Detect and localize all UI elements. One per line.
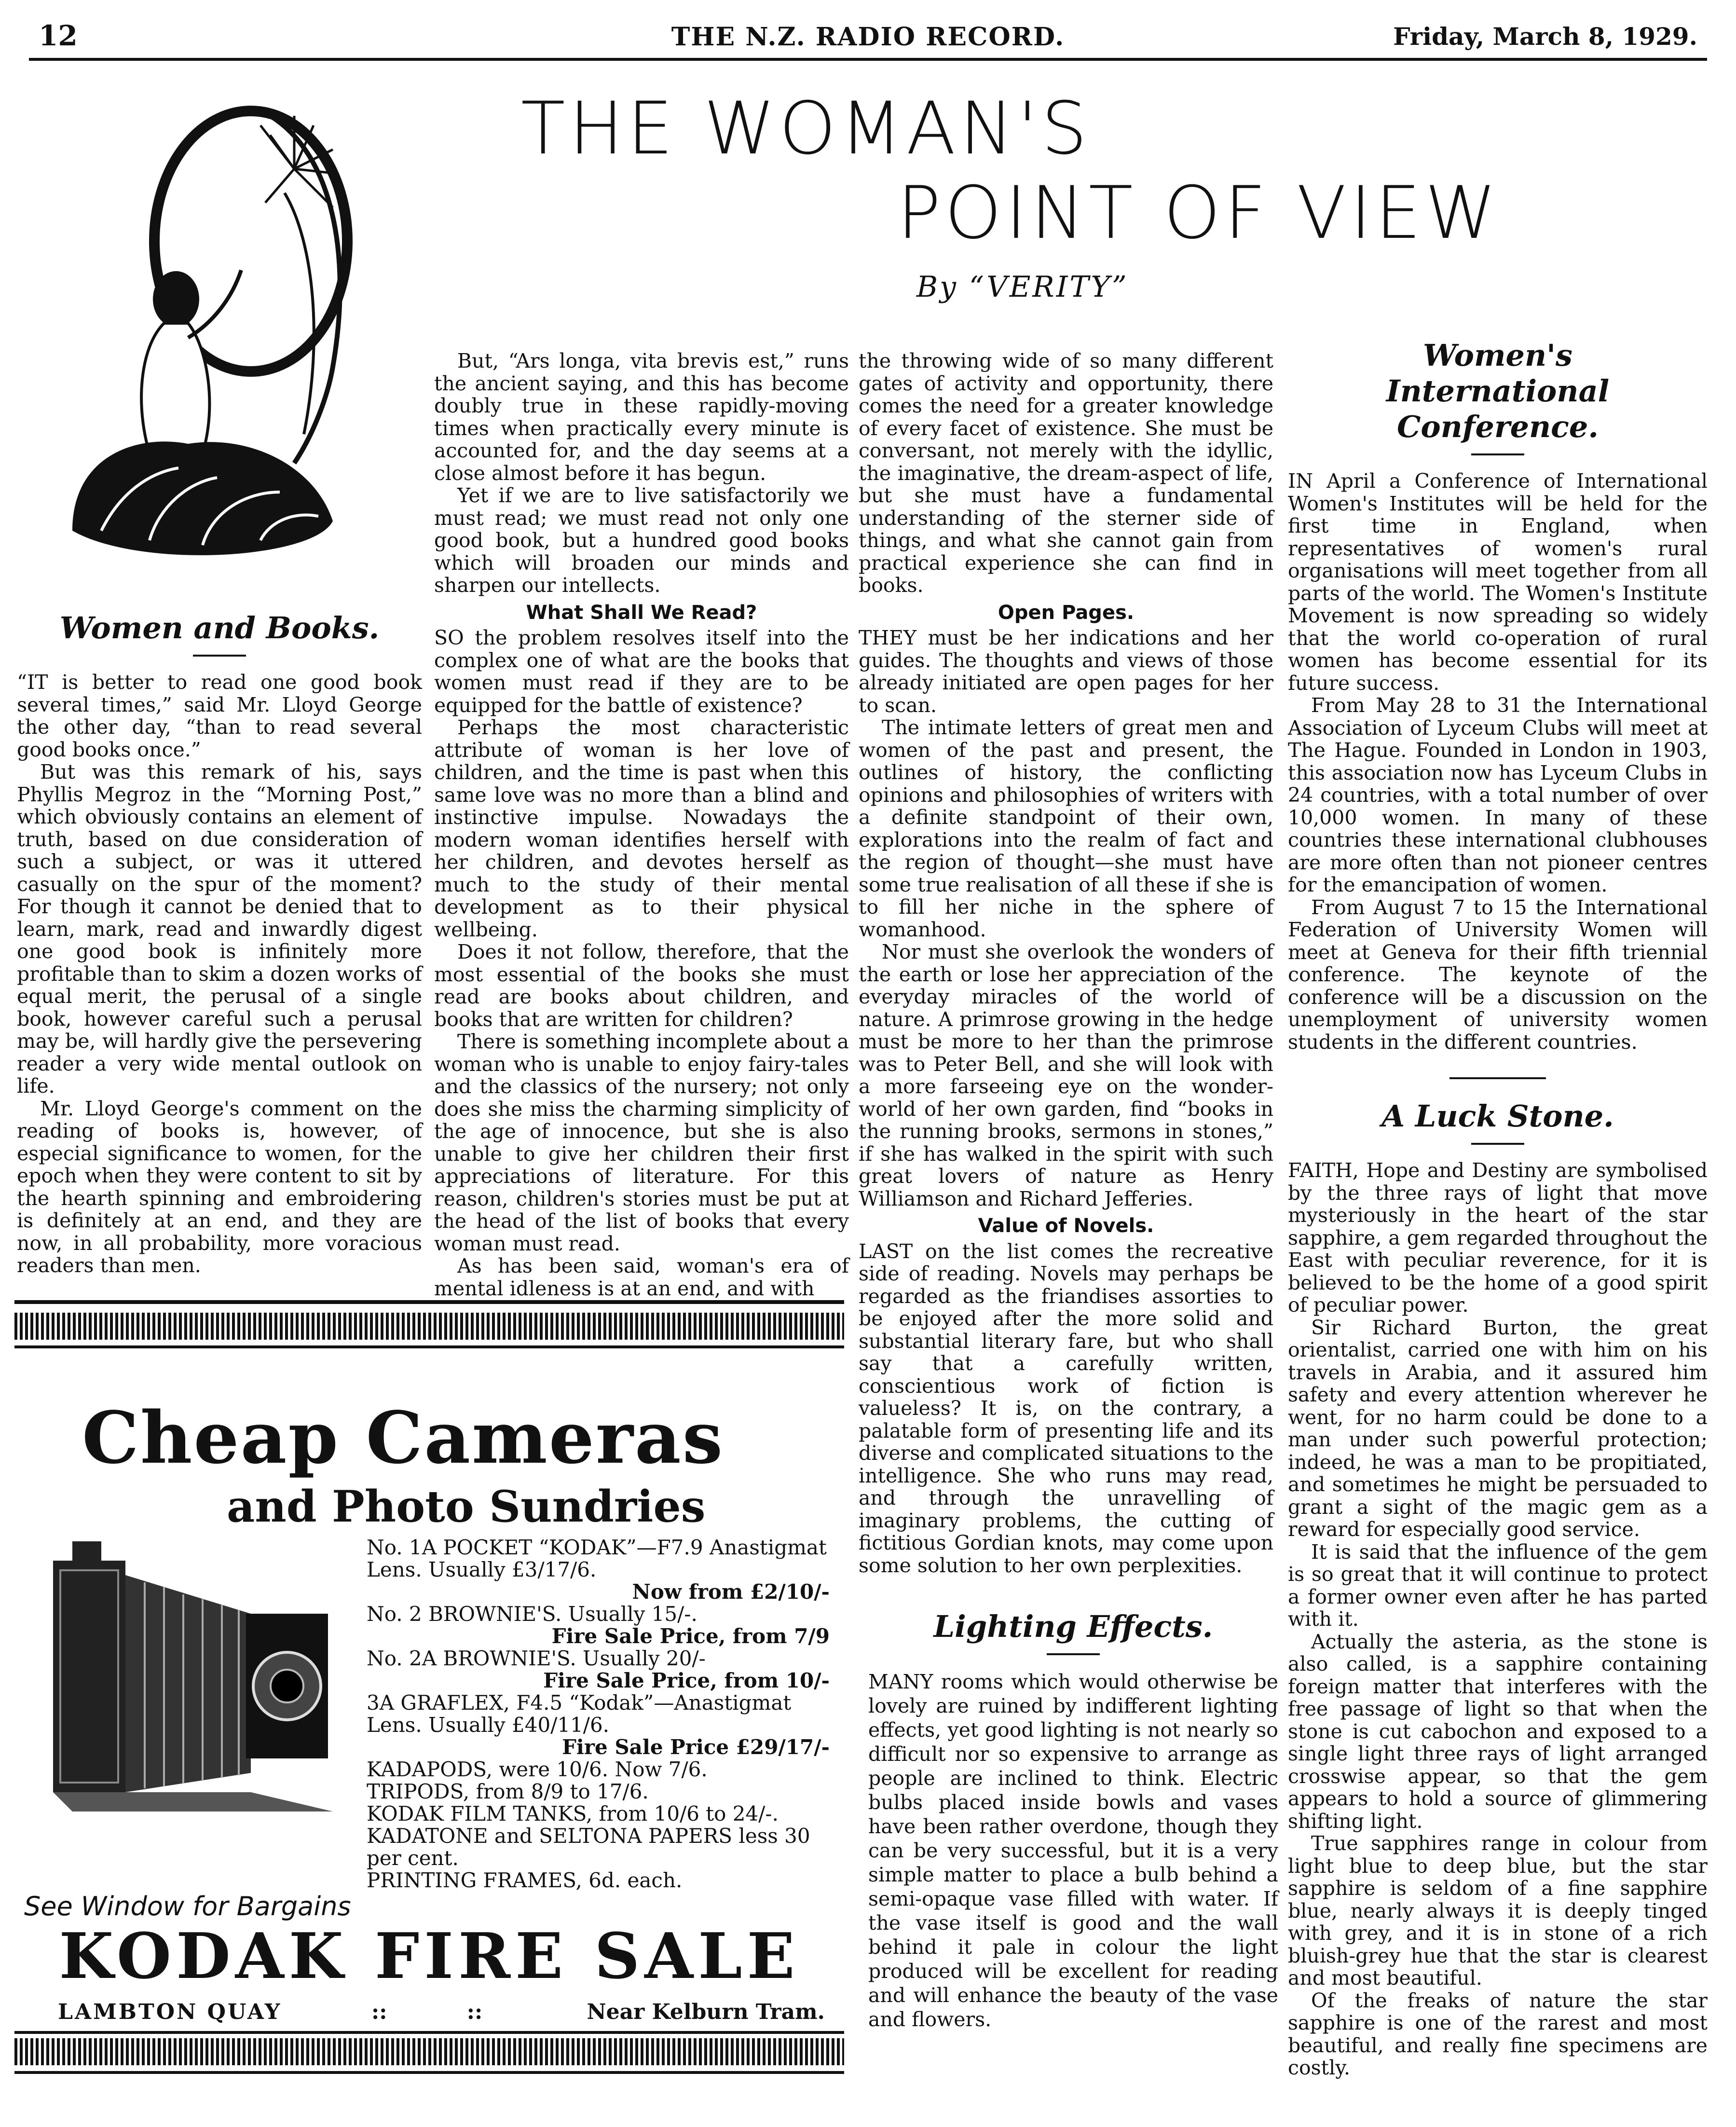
article-paragraph: But, “Ars longa, vita brevis est,” runs the ancient saying, and this has become doubly true in these rapidly-moving times when practically every minute is accounted for, and the day seems at a close almost before it has begun. [434,349,849,485]
ad-subtitle: and Photo Sundries [227,1481,706,1532]
ad-item: KODAK FILM TANKS, from 10/6 to 24/-. [367,1802,779,1825]
headline-line-1: THE WOMAN'S [521,87,1091,171]
article-paragraph: the throwing wide of so many different gates of activity and opportunity, there comes the need for a greater knowledge of every facet of existence. She must be conversant, not merely with the idyllic, the imaginative, the dream-aspect of life, but she must have a fundamental understanding of the sterner side of things, and what she cannot gain from practical experience she can find in books. [859,349,1273,597]
ad-item: TRIPODS, from 8/9 to 17/6. [367,1780,649,1803]
column-2 [434,350,849,1300]
article-paragraph: FAITH, Hope and Destiny are symbolised by the three rays of light that move mysteriously in the heart of the star sapphire, a gem regarded throughout the East with peculiar reverence, for it is believed to be the home of a good spirit of peculiar power. [1288,1159,1708,1317]
column-4 [1288,338,1708,2079]
article-paragraph: IN April a Conference of International Women's Institutes will be held for the first time in England, when representatives of women's rural organisations will meet together from all parts of the world. The Women's Institute Movement is now spreading so widely that the world co-operation of rural women has become essential for its future success. [1288,469,1708,695]
ad-top-rule [14,1300,844,1304]
article-paragraph: But was this remark of his, says Phyllis Megroz in the “Morning Post,” which obviously contains an element of truth, based on due consideration of such a subject, or was it uttered casually on the spur of the moment? For though it cannot be denied that to learn, mark, read and inwardly digest one good book is infinitely more profitable than to skim a dozen works of equal merit, the perusal of a single book, however careful such a perusal may be, will hardly give the persevering reader a very wide mental outlook on life. [17,760,422,1098]
ad-item: KADATONE and SELTONA PAPERS less 30 per cent. [367,1824,810,1870]
article-paragraph: Nor must she overlook the wonders of the earth or lose her appreciation of the everyday miracles of the world of nature. A primrose growing in the hedge must be more to her than the primrose was to Peter Bell, and she will look with a more farseeing eye on the wonder-world of her own garden, find “books in the running brooks, sermons in stones,” if she has walked in the spirit with such great lovers of nature as Henry Williamson and Richard Jefferies. [859,940,1273,1210]
paper-title: THE N.Z. RADIO RECORD. [671,22,1065,52]
issue-date: Friday, March 8, 1929. [1393,22,1697,51]
headline-line-2: POINT OF VIEW [897,171,1501,255]
subheading-value-of-novels: Value of Novels. [978,1215,1154,1237]
lighting-effects-heading: Lighting Effects. [933,1609,1213,1644]
ad-fire-sale: KODAK FIRE SALE [59,1919,800,1993]
page-headline [482,87,1640,256]
article-paragraph: True sapphires range in colour from light blue to deep blue, but the star sapphire is seldom of a fine sapphire blue, nearly always it is deeply tinged with grey, and it is in stone of a rich bluish-grey hue that the star is clearest and most beautiful. [1288,1832,1708,1990]
women-and-books-heading: Women and Books. [59,610,380,645]
column-3 [859,350,1273,1577]
ad-address-right: Near Kelburn Tram. [587,2000,825,2024]
section-rule [1449,1077,1546,1079]
article-paragraph: MANY rooms which would otherwise be lovely are ruined by indifferent lighting effects, yet good lighting is not nearly so difficult nor so expensive to arrange as people are inclined to think. Electric bulbs placed inside bowls and vases have been rather overdone, though they can be very successful, but it is a very simple matter to place a bulb behind a semi-opaque vase filled with water. If the vase itself is good and the wall behind it pale in colour the light produced will be excellent for reading and will enhance the beauty of the vase and flowers. [868,1670,1278,2031]
section-rule [1471,1143,1524,1145]
folding-camera-illustration [43,1503,352,1811]
ad-address-left: LAMBTON QUAY [58,2000,282,2024]
article-paragraph: As has been said, woman's era of mental idleness is at an end, and with [434,1254,849,1300]
article-paragraph: Perhaps the most characteristic attribute of woman is her love of children, and the time is past when this same love was no more than a blind and instinctive impulse. Nowadays the modern woman identifies herself with her children, and devotes herself as much to the study of their mental development as to their physical wellbeing. [434,716,849,941]
ad-item: PRINTING FRAMES, 6d. each. [367,1868,683,1892]
ad-bottom-rule-2 [14,2071,844,2074]
column-women-and-books [17,610,422,1277]
article-paragraph: There is something incomplete about a woman who is unable to enjoy fairy-tales and the classics of the nursery; not only does she miss the charming simplicity of the age of innocence, but she is also unable to give her children their first appreciations of literature. For this reason, children's stories must be put at the head of the list of books that every woman must read. [434,1030,849,1255]
ad-item: KADAPODS, were 10/6. Now 7/6. [367,1757,708,1781]
article-paragraph: “IT is better to read one good book several times,” said Mr. Lloyd George the other day, “than to read several good books once.” [17,671,422,761]
ad-address-sep: :: :: [371,2000,483,2024]
kodak-advertisement [14,1300,844,2077]
ad-window-bargains: See Window for Bargains [24,1891,351,1921]
article-paragraph: Actually the asteria, as the stone is also called, is a sapphire containing foreign matter that interferes with the free passage of light so that when the stone is cut cabochon and exposed to a single light three rays of light arranged crosswise appear, so that the gem appears to hold a source of glimmering shifting light. [1288,1630,1708,1833]
section-rule [193,655,246,657]
article-paragraph: LAST on the list comes the recreative side of reading. Novels may perhaps be regarded as the friandises assorties to be enjoyed after the more solid and substantial literary fare, but who shall say that a carefully written, conscientious work of fiction is valueless? It is, on the contrary, a palatable form of presenting life and its diverse and complicated situations to the intelligence. She who runs may read, and through the unravelling of imaginary problems, the cutting of fictitious Gordian knots, may come upon some solution to her own perplexities. [859,1239,1273,1577]
conference-heading: Women's International Conference. [1386,338,1610,444]
article-paragraph: It is said that the influence of the gem is so great that it will continue to protect a former owner even after he has parted with it. [1288,1540,1708,1631]
ad-bottom-band [14,2038,844,2065]
ad-bottom-rule [14,2031,844,2034]
ad-item: No. 2 BROWNIE'S. Usually 15/-. Fire Sale Price, from 7/9 [367,1602,830,1648]
subheading-what-shall-we-read: What Shall We Read? [526,601,757,624]
section-rule [1047,1653,1100,1655]
article-paragraph: Mr. Lloyd George's comment on the reading of books is, however, of especial significance to women, for the epoch when they were content to sit by the hearth spinning and embroidering is definitely at an end, and they are now, in all probability, more voracious readers than men. [17,1097,422,1277]
woman-mirror-illustration [43,96,420,589]
article-paragraph: From May 28 to 31 the International Association of Lyceum Clubs will meet at The Hague. Founded in London in 1903, this association now has Lyceum Clubs in 24 countries, with a total number of over 10,000 women. In many of these countries these international clubhouses are more often than not pioneer centres for the emancipation of women. [1288,694,1708,896]
page-number: 12 [39,19,78,52]
ad-top-band [14,1313,844,1340]
article-paragraph: Sir Richard Burton, the great orientalist, carried one with him on his travels in Arabia, and it assured him safety and every attention wherever he went, for no harm could be done to a man under such powerful protection; indeed, he was a man to be propitiated, and sometimes he might be persuaded to grant a sight of the magic gem as a reward for especially good service. [1288,1316,1708,1541]
byline: By “VERITY” [916,270,1129,304]
ad-item: No. 2A BROWNIE'S. Usually 20/- Fire Sale Price, from 10/- [367,1647,830,1692]
masthead-rule [29,58,1707,61]
luck-stone-heading: A Luck Stone. [1381,1098,1614,1134]
ad-item: 3A GRAFLEX, F4.5 “Kodak”—Anastigmat Lens. Usually £40/11/6. Fire Sale Price £29/17/- [367,1691,830,1759]
article-paragraph: Does it not follow, therefore, that the most essential of the books she must read are books about children, and books that are written for children? [434,940,849,1031]
subheading-open-pages: Open Pages. [998,601,1135,624]
ad-item-list [367,1537,830,1892]
article-paragraph: Yet if we are to live satisfactorily we must read; we must read not only one good book, but a hundred good books which will broaden our minds and sharpen our intellects. [434,484,849,597]
article-paragraph: SO the problem resolves itself into the complex one of what are the books that women must read if they are to be equipped for the battle of existence? [434,626,849,717]
lighting-effects-article [868,1609,1278,2031]
article-paragraph: From August 7 to 15 the International Federation of University Women will meet at Geneva for their fifth triennial conference. The keynote of the conference will be a discussion on the unemployment of university women students in the different countries. [1288,895,1708,1054]
masthead [39,14,1697,57]
ad-top-rule-2 [14,1345,844,1348]
article-paragraph: THEY must be her indications and her guides. The thoughts and views of those already initiated are open pages for her to scan. [859,626,1273,717]
ad-title: Cheap Cameras [82,1396,724,1480]
ad-item: No. 1A POCKET “KODAK”—F7.9 Anastigmat Lens. Usually £3/17/6. Now from £2/10/- [367,1536,830,1604]
section-rule [1471,453,1524,455]
article-paragraph: Of the freaks of nature the star sapphire is one of the rarest and most beautiful, and really fine specimens are costly. [1288,1989,1708,2079]
article-paragraph: The intimate letters of great men and women of the past and present, the outlines of history, the conflicting opinions and philosophies of writers with a definite standpoint of their own, explorations into the realm of fact and the region of thought—she must have some true realisation of all these if she is to fill her niche in the sphere of womanhood. [859,716,1273,941]
